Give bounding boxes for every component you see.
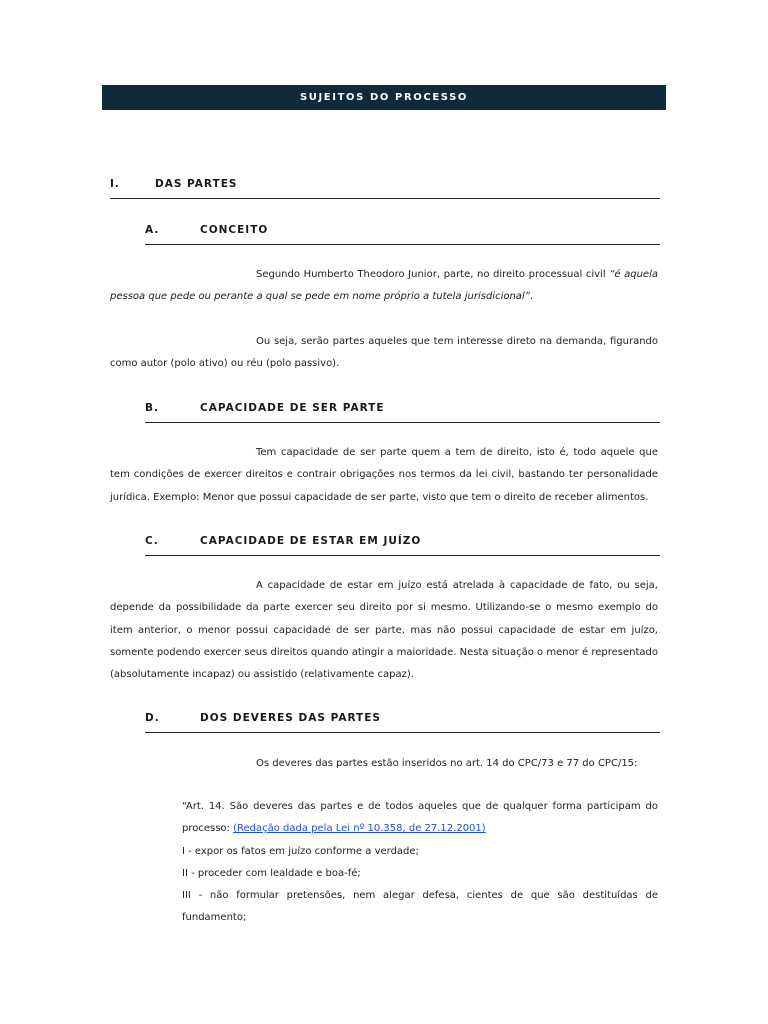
subsection-title: CAPACIDADE DE SER PARTE xyxy=(200,402,385,414)
law-quote-block xyxy=(182,796,658,930)
subsection-heading-capacidade-estar-juizo xyxy=(145,535,660,556)
law-item: II - proceder com lealdade e boa-fé; xyxy=(182,867,361,879)
law-quote-art14: “Art. 14. São deveres das partes e de todos aqueles que de qualquer forma participam do processo: (Redação dada pela Lei nº 10.358, de 27.12.2001) xyxy=(182,801,658,835)
law-item: III - não formular pretensões, nem alegar defesa, cientes de que são destituídas de fundamento; xyxy=(182,890,658,924)
subsection-heading-capacidade-ser-parte xyxy=(145,402,660,423)
subsection-letter: D. xyxy=(145,712,160,724)
section-number: I. xyxy=(110,178,120,190)
document-title: SUJEITOS DO PROCESSO xyxy=(299,92,469,103)
law-reference-link[interactable]: (Redação dada pela Lei nº 10.358, de 27.12.2001) xyxy=(233,823,486,835)
document-title-banner xyxy=(102,85,666,110)
subsection-title: DOS DEVERES DAS PARTES xyxy=(200,712,381,724)
subsection-title: CONCEITO xyxy=(200,224,269,236)
law-item: I - expor os fatos em juízo conforme a verdade; xyxy=(182,845,419,857)
paragraph-capacidade-estar-juizo: A capacidade de estar em juízo está atrelada à capacidade de fato, ou seja, depende da possibilidade da parte exercer seu direito por si mesmo. Utilizando-se o mesmo exemplo do item anterior, o menor possui capacidade de ser parte, mas não possui capacidade de estar em juízo, somente podendo exercer seus direitos quando atingir a maioridade. Nesta situação o menor é representado (absolutamente incapaz) ou assistido (relativamente capaz). xyxy=(110,580,658,681)
subsection-heading-deveres-partes xyxy=(145,712,660,733)
paragraph-capacidade-ser-parte: Tem capacidade de ser parte quem a tem de direito, isto é, todo aquele que tem condições de exercer direitos e contrair obrigações nos termos da lei civil, bastando ter personalidade jurídica. Exemplo: Menor que possui capacidade de ser parte, visto que tem o direito de receber alimentos. xyxy=(110,447,658,503)
quote-italic: “é aquela pessoa que pede ou perante a qual se pede em nome próprio a tutela jurisdicional” xyxy=(110,269,658,303)
paragraph-conceito-2: Ou seja, serão partes aqueles que tem interesse direto na demanda, figurando como autor (polo ativo) ou réu (polo passivo). xyxy=(110,336,658,370)
paragraph-conceito-1: Segundo Humberto Theodoro Junior, parte, no direito processual civil “é aquela pessoa que pede ou perante a qual se pede em nome próprio a tutela jurisdicional”. xyxy=(110,269,658,303)
subsection-heading-conceito xyxy=(145,224,660,245)
subsection-letter: A. xyxy=(145,224,160,236)
paragraph-deveres-intro: Os deveres das partes estão inseridos no art. 14 do CPC/73 e 77 do CPC/15: xyxy=(256,758,638,769)
subsection-title: CAPACIDADE DE ESTAR EM JUÍZO xyxy=(200,535,422,547)
section-title: DAS PARTES xyxy=(155,178,238,190)
section-heading-das-partes xyxy=(110,178,660,199)
subsection-letter: C. xyxy=(145,535,159,547)
subsection-letter: B. xyxy=(145,402,159,414)
